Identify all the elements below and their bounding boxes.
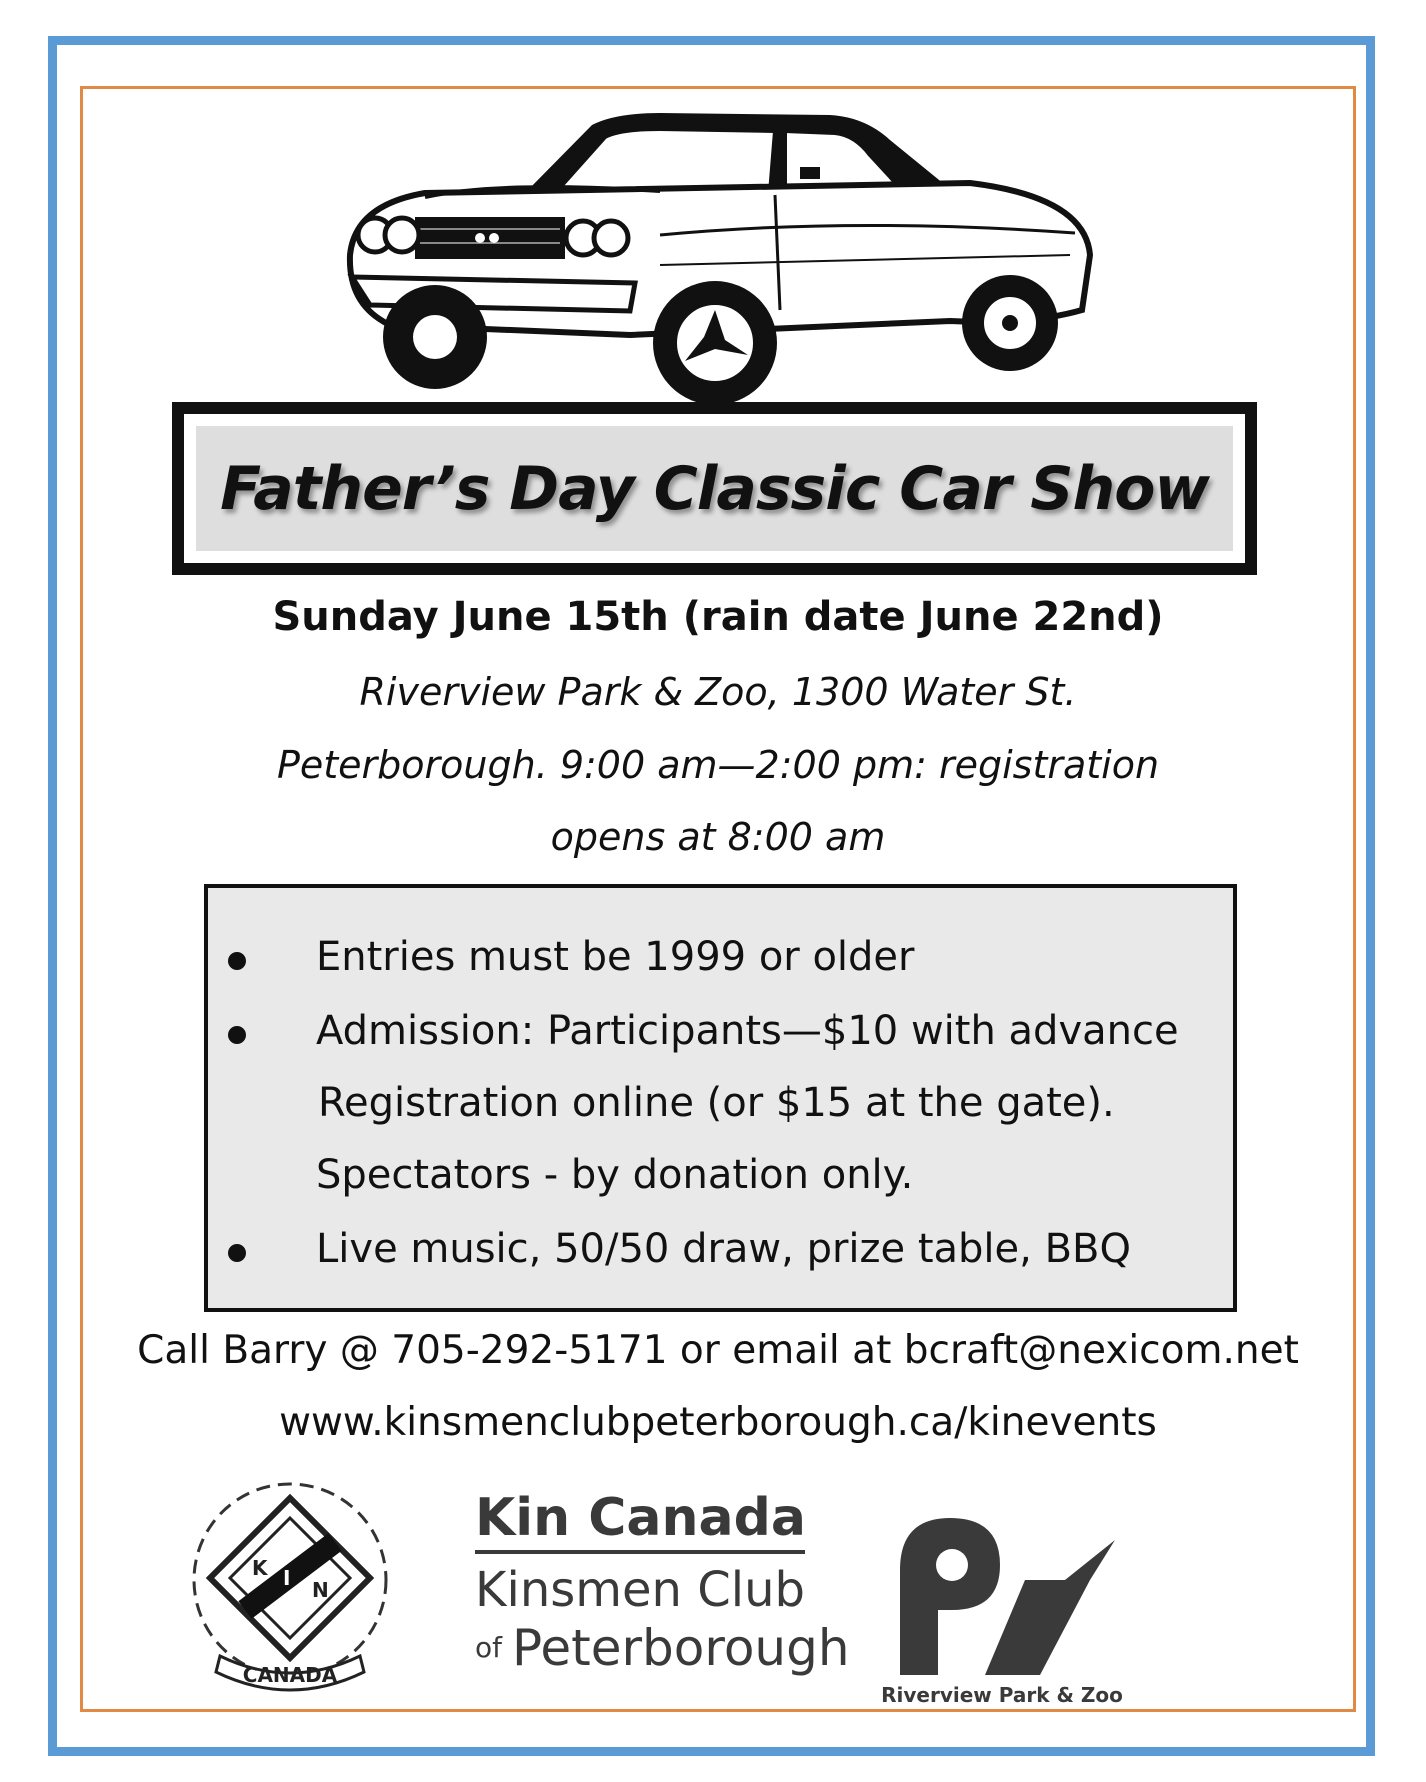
seal-letter-n: N — [312, 1578, 329, 1602]
kin-canada-seal-logo — [194, 1484, 386, 1690]
kin-canada-wordmark: Kin Canada — [475, 1488, 806, 1548]
title-banner — [172, 402, 1257, 575]
of-text: of — [475, 1631, 502, 1664]
contact-line: Call Barry @ 705-292-5171 or email at bcraft@nexicom.net — [137, 1328, 1299, 1373]
kinsmen-club-text: Kinsmen Club — [475, 1562, 805, 1618]
riverview-caption: Riverview Park & Zoo — [881, 1683, 1123, 1707]
bullet-icon — [228, 1244, 246, 1262]
detail-text: Admission: Participants—$10 with advance — [316, 1008, 1179, 1054]
venue-line-3: opens at 8:00 am — [550, 815, 886, 859]
detail-text: Spectators - by donation only. — [316, 1152, 914, 1198]
website-url: www.kinsmenclubpeterborough.ca/kinevents — [279, 1400, 1157, 1445]
seal-letter-i: I — [283, 1566, 291, 1590]
event-title: Father’s Day Classic Car Show — [220, 453, 1209, 524]
detail-text: Entries must be 1999 or older — [316, 934, 915, 980]
seal-banner-text: CANADA — [242, 1663, 338, 1687]
peterborough-text: Peterborough — [512, 1619, 850, 1677]
bullet-icon — [228, 1026, 246, 1044]
venue-line-2: Peterborough. 9:00 am—2:00 pm: registration — [276, 743, 1160, 787]
sponsor-logos — [80, 1470, 1356, 1710]
venue-line-1: Riverview Park & Zoo, 1300 Water St. — [359, 670, 1077, 714]
seal-letter-k: K — [252, 1556, 268, 1580]
title-banner-fill — [196, 426, 1233, 551]
classic-car-illustration — [330, 105, 1110, 405]
bullet-icon — [228, 952, 246, 970]
wordmark-divider — [475, 1550, 805, 1554]
detail-text: Live music, 50/50 draw, prize table, BBQ — [316, 1226, 1131, 1272]
details-box — [204, 884, 1237, 1312]
detail-text: Registration online (or $15 at the gate). — [318, 1080, 1115, 1126]
event-date: Sunday June 15th (rain date June 22nd) — [272, 594, 1164, 640]
riverview-park-logo — [881, 1518, 1123, 1707]
